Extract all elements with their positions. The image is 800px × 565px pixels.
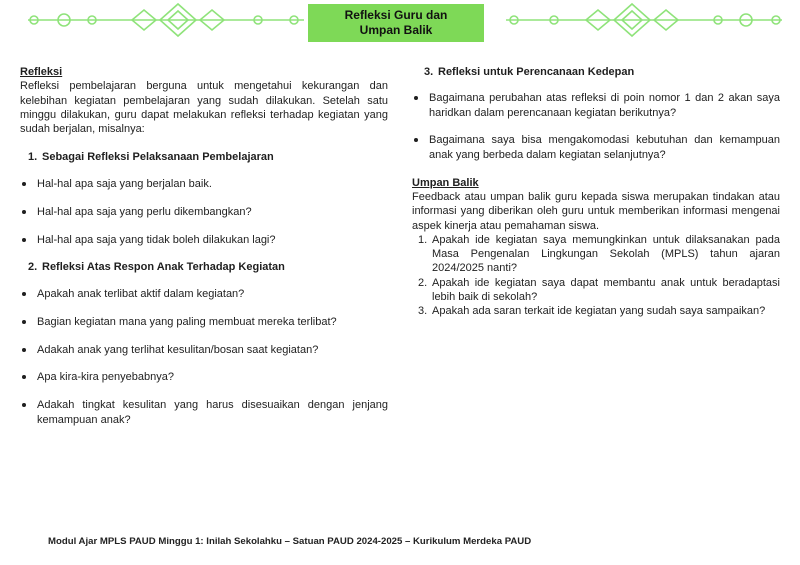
list-item: Apakah anak terlibat aktif dalam kegiatan? (20, 287, 388, 301)
umpan-balik-heading: Umpan Balik (412, 176, 479, 189)
section1-heading (28, 150, 388, 164)
section1-title: Sebagai Refleksi Pelaksanaan Pembelajaran (42, 151, 274, 164)
section3-list (412, 91, 780, 162)
header-title-line2: Umpan Balik (359, 23, 433, 37)
section1-number: 1. (28, 151, 38, 164)
list-item: Apa kira-kira penyebabnya? (20, 370, 388, 384)
section2-list (20, 287, 388, 427)
left-column (20, 65, 388, 441)
page-footer: Modul Ajar MPLS PAUD Minggu 1: Inilah Sekolahku – Satuan PAUD 2024-2025 – Kurikulum Merdeka PAUD (48, 536, 532, 547)
list-item: Adakah tingkat kesulitan yang harus disesuaikan dengan jenjang kemampuan anak? (20, 398, 388, 427)
list-item: Bagian kegiatan mana yang paling membuat mereka terlibat? (20, 315, 388, 329)
question-text: Apakah ada saran terkait ide kegiatan yang sudah saya sampaikan? (432, 305, 766, 318)
left-ornament-decoration (28, 2, 304, 38)
question-text: Apakah ide kegiatan saya memungkinkan untuk dilaksanakan pada Masa Pengenalan Lingkungan Sekolah (MPLS) tahun ajaran 2024/2025 nanti? (432, 233, 780, 275)
list-item: Hal-hal apa saja yang perlu dikembangkan? (20, 205, 388, 219)
section2-heading (28, 260, 388, 274)
section2-number: 2. (28, 261, 38, 274)
right-column (412, 65, 780, 319)
question-number: 2. (418, 276, 428, 289)
question-text: Apakah ide kegiatan saya dapat membantu anak untuk beradaptasi lebih baik di sekolah? (432, 276, 780, 304)
section3-number: 3. (424, 66, 434, 78)
refleksi-paragraph: Refleksi pembelajaran berguna untuk mengetahui kekurangan dan kelebihan kegiatan pembelajaran yang sudah dilakukan. Setelah satu minggu dilakukan, guru dapat melakukan refleksi terhadap kegiatan yang sudah berjalan, misalnya: (20, 80, 388, 136)
question-number: 1. (418, 233, 428, 246)
refleksi-heading: Refleksi (20, 66, 63, 78)
list-item (418, 276, 780, 305)
section2-title: Refleksi Atas Respon Anak Terhadap Kegiatan (42, 261, 285, 274)
list-item (418, 233, 780, 276)
feedback-question-list (412, 233, 780, 319)
header-title-box (308, 4, 484, 42)
header-title-line1: Refleksi Guru dan (344, 8, 448, 22)
question-number: 3. (418, 305, 428, 318)
list-item: Hal-hal apa saja yang berjalan baik. (20, 177, 388, 191)
list-item (418, 304, 780, 318)
list-item: Adakah anak yang terlihat kesulitan/bosan saat kegiatan? (20, 343, 388, 357)
umpan-balik-paragraph: Feedback atau umpan balik guru kepada siswa merupakan tindakan atau informasi yang diberikan oleh guru untuk memberikan informasi mengenai aspek kinerja atau pemahaman siswa. (412, 190, 780, 232)
list-item: Hal-hal apa saja yang tidak boleh dilakukan lagi? (20, 233, 388, 247)
right-ornament-decoration (506, 2, 782, 38)
section1-list (20, 177, 388, 247)
section3-heading (424, 65, 780, 79)
list-item: Bagaimana saya bisa mengakomodasi kebutuhan dan kemampuan anak yang berbeda dalam kegiatan selanjutnya? (412, 133, 780, 162)
list-item: Bagaimana perubahan atas refleksi di poin nomor 1 dan 2 akan saya haridkan dalam perencanaan kegiatan berikutnya? (412, 91, 780, 120)
section3-title: Refleksi untuk Perencanaan Kedepan (438, 66, 635, 78)
